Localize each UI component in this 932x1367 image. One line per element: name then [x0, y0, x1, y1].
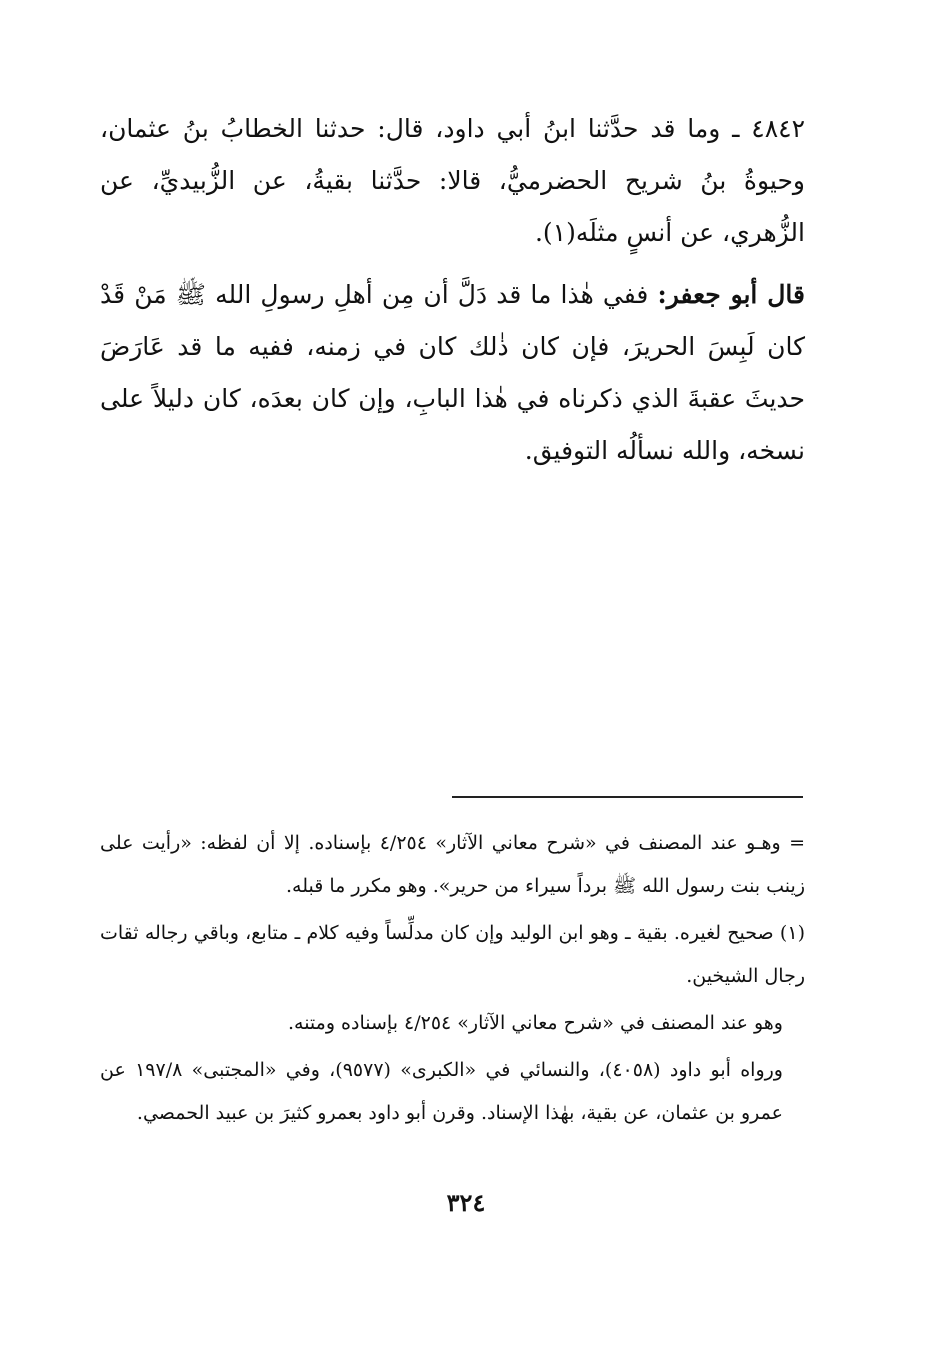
commentary-text: ففي هٰذا ما قد دَلَّ أن مِن أهلِ رسولِ الله ﷺ مَنْ قَدْ كان لَبِسَ الحريرَ، فإن كان ذٰلك كان في زمنه، ففيه ما قد عَارَضَ حديثَ عقبةَ الذي ذكرناه في هٰذا البابِ، وإن كان بعدَه، كان دليلاً على نسخه، والله نسألُه التوفيق.	[100, 280, 805, 465]
page-number: ٣٢٤	[446, 1188, 486, 1217]
hadith-paragraph: ٤٨٤٢ ـ وما قد حدَّثنا ابنُ أبي داود، قال: حدثنا الخطابُ بنُ عثمان، وحيوةُ بنُ شريح الحضرميُّ، قالا: حدَّثنا بقيةُ، عن الزُّبيديِّ، عن الزُّهري، عن أنسٍ مثلَه(١).	[100, 114, 805, 247]
footnote-1: (١) صحيح لغيره. بقية ـ وهو ابن الوليد وإن كان مدلِّساً وفيه كلام ـ متابع، وباقي رجاله ثقات رجال الشيخين.	[100, 922, 805, 987]
footnotes-section	[100, 822, 805, 1139]
footnote-1-narration: ورواه أبو داود (٤٠٥٨)، والنسائي في «الكبرى» (٩٥٧٧)، وفي «المجتبى» ١٩٧/٨ عن عمرو بن عثمان، عن بقية، بهٰذا الإسناد. وقرن أبو داود بعمرو كثيرَ بن عبيد الحمصي.	[100, 1059, 783, 1124]
footnote-1-source: وهو عند المصنف في «شرح معاني الآثار» ٤/٢٥٤ بإسناده ومتنه.	[287, 1012, 783, 1034]
footnote-separator	[452, 796, 803, 798]
main-body-text	[100, 103, 805, 487]
commentary-paragraph	[100, 269, 805, 477]
commentary-lead: قال أبو جعفر:	[657, 280, 805, 309]
footnote-continuation: = وهـو عند المصنف في «شرح معاني الآثار» ٤/٢٥٤ بإسناده. إلا أن لفظه: «رأيت على زينب بنت رسول الله ﷺ برداً سيراء من حرير». وهو مكرر ما قبله.	[100, 832, 805, 897]
